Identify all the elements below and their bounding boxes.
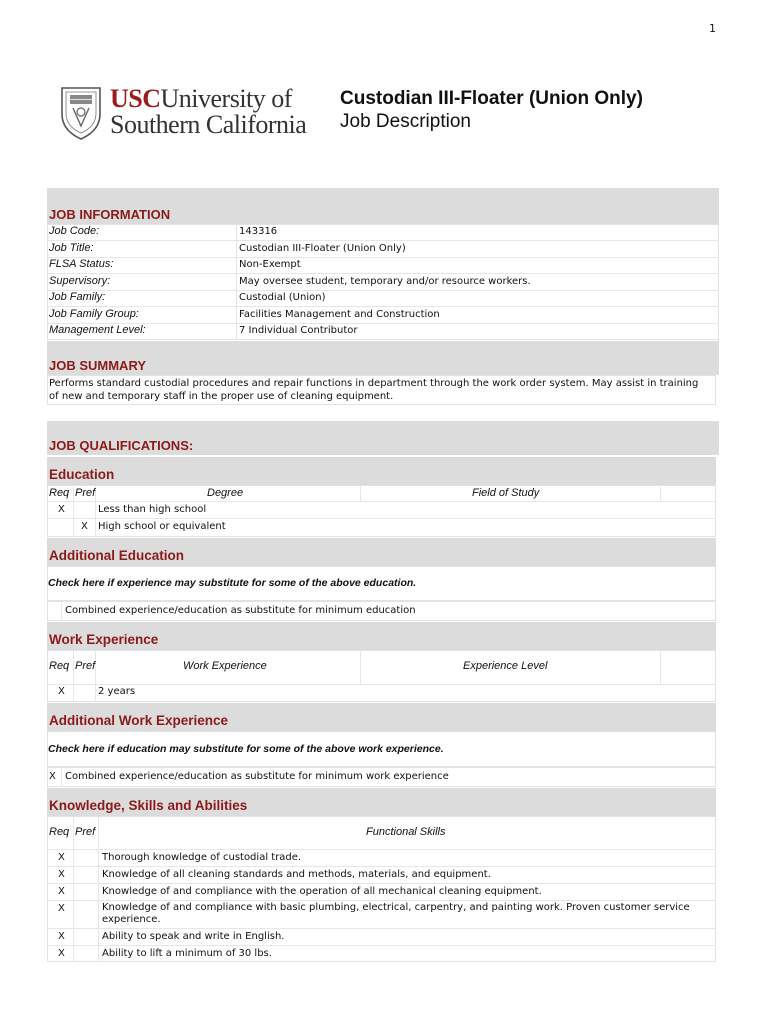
education-col-degree: Degree (207, 487, 244, 499)
info-row-job-family: Job Family: Custodial (Union) (49, 291, 326, 303)
logo-wordmark-line2: Southern California (110, 110, 307, 139)
job-summary-header (47, 341, 719, 375)
additional-education-text: Combined experience/education as substitute for minimum education (65, 605, 416, 616)
info-row-management-level: Management Level: 7 Individual Contributor (49, 324, 358, 336)
ksa-row-2-text: Knowledge of all cleaning standards and methods, materials, and equipment. (102, 869, 491, 880)
ksa-row-5-text: Ability to speak and write in English. (102, 931, 285, 942)
ksa-row-1-text: Thorough knowledge of custodial trade. (102, 852, 302, 863)
info-row-job-code: Job Code: 143316 (49, 225, 278, 237)
work-experience-header (47, 622, 716, 650)
job-qualifications-header (47, 421, 719, 455)
ksa-col-pref: Pref (75, 826, 96, 838)
page-number: 1 (709, 22, 716, 35)
additional-work-experience-header (47, 703, 716, 731)
job-summary-heading: JOB SUMMARY (49, 358, 147, 373)
additional-work-experience-check-label: Check here if education may substitute for some of the above work experience. (48, 743, 444, 755)
education-col-req: Req (49, 487, 70, 499)
education-row-2-degree: High school or equivalent (98, 521, 226, 532)
ksa-row-6-req: X (58, 948, 65, 959)
work-experience-row-1-exp: 2 years (98, 686, 136, 697)
work-experience-col-exp: Work Experience (183, 660, 267, 672)
ksa-row-4-text: Knowledge of and compliance with basic plumbing, electrical, carpentry, and painting work. Proven customer service experience. (102, 902, 690, 925)
ksa-col-req: Req (49, 826, 70, 838)
ksa-row-5-req: X (58, 931, 65, 942)
ksa-row-3-text: Knowledge of and compliance with the operation of all mechanical cleaning equipment. (102, 886, 542, 897)
document-title: Custodian III-Floater (Union Only) (340, 88, 643, 109)
job-information-header (47, 188, 719, 224)
job-summary-text: Performs standard custodial procedures and repair functions in department through the work order system. May assist in training of new and temporary staff in the proper use of cleaning equipment. (49, 378, 699, 402)
additional-education-heading: Additional Education (49, 548, 184, 563)
info-row-flsa-status: FLSA Status: Non-Exempt (49, 258, 301, 270)
work-experience-col-pref: Pref (75, 660, 96, 672)
work-experience-col-level: Experience Level (463, 660, 548, 672)
info-row-supervisory: Supervisory: May oversee student, temporary and/or resource workers. (49, 275, 531, 287)
ksa-row-4-req: X (58, 903, 65, 914)
job-qualifications-heading: JOB QUALIFICATIONS: (49, 438, 194, 453)
additional-education-header (47, 538, 716, 566)
ksa-row-1-req: X (58, 852, 65, 863)
education-header (47, 457, 716, 485)
additional-work-experience-mark: X (49, 771, 56, 782)
work-experience-row-1-req: X (58, 686, 65, 697)
additional-work-experience-heading: Additional Work Experience (49, 713, 229, 728)
usc-seal-icon (58, 84, 104, 140)
ksa-header (47, 788, 716, 816)
info-row-job-family-group: Job Family Group: Facilities Management and Construction (49, 308, 440, 320)
additional-education-check-label: Check here if experience may substitute for some of the above education. (48, 577, 417, 589)
education-row-2-pref: X (81, 521, 88, 532)
ksa-row-3-req: X (58, 886, 65, 897)
ksa-row-2-req: X (58, 869, 65, 880)
job-information-heading: JOB INFORMATION (49, 207, 171, 222)
ksa-col-skills: Functional Skills (366, 826, 446, 838)
education-col-pref: Pref (75, 487, 96, 499)
work-experience-table (47, 650, 716, 702)
education-row-1-req: X (58, 504, 65, 515)
logo-wordmark-line1: USCUniversity of (110, 84, 292, 113)
ksa-heading: Knowledge, Skills and Abilities (49, 798, 248, 813)
ksa-row-6-text: Ability to lift a minimum of 30 lbs. (102, 948, 272, 959)
work-experience-heading: Work Experience (49, 632, 159, 647)
additional-work-experience-text: Combined experience/education as substitute for minimum work experience (65, 771, 449, 782)
education-row-1-degree: Less than high school (98, 504, 207, 515)
work-experience-col-req: Req (49, 660, 70, 672)
education-heading: Education (49, 467, 115, 482)
info-row-job-title: Job Title: Custodian III-Floater (Union Only) (49, 242, 406, 254)
education-col-field: Field of Study (472, 487, 540, 499)
document-subtitle: Job Description (340, 111, 471, 132)
